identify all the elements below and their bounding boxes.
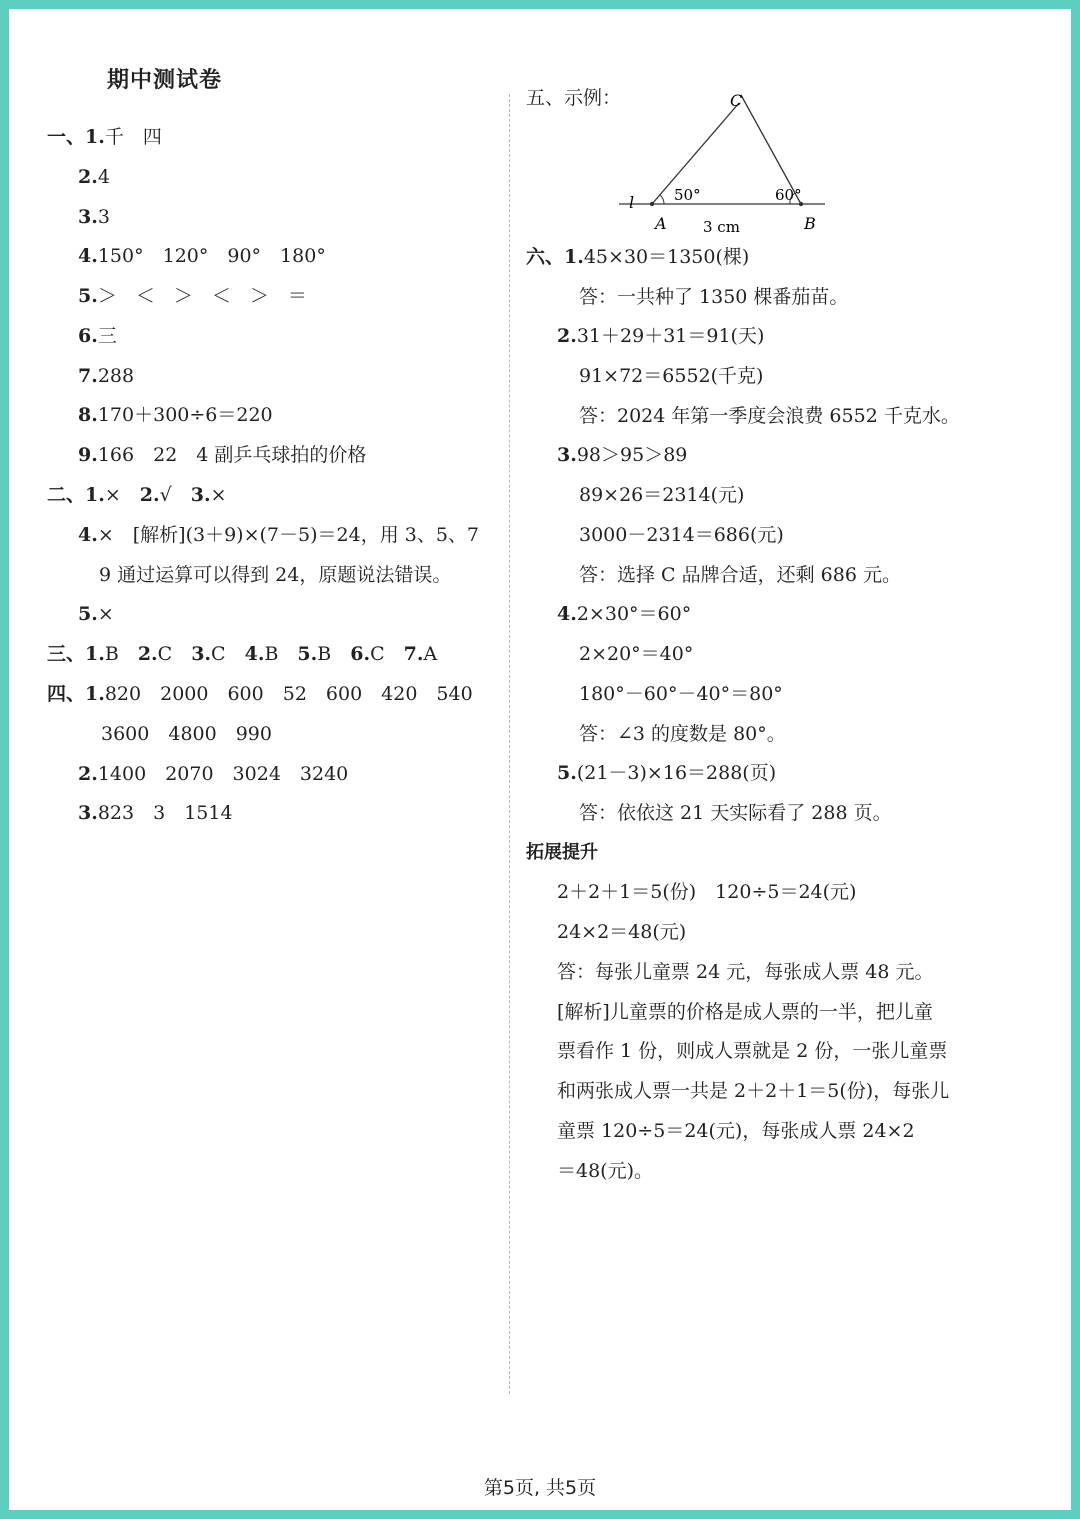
answer-line: 和两张成人票一共是 2＋2＋1＝5(份)，每张儿 [557,1080,950,1102]
angle-a-label: 50° [674,186,701,204]
answer-line: 答：一共种了 1350 棵番茄苗。 [579,286,849,308]
answer-line: 2＋2＋1＝5(份) 120÷5＝24(元) [557,881,857,903]
side-ab-label: 3 cm [703,218,740,236]
answer-line: 5.＞ ＜ ＞ ＜ ＞ ＝ [78,285,307,307]
answer-line: 9.166 22 4 副乒乓球拍的价格 [78,444,367,466]
answer-line: 二、1.× 2.√ 3.× [47,484,227,506]
answer-line: 2.4 [78,166,110,188]
answer-line: 2×20°＝40° [579,643,694,665]
answer-line: 3.98＞95＞89 [557,444,688,466]
answer-line: 180°－60°－40°＝80° [579,683,783,705]
angle-a-arc [660,195,664,204]
answer-line: 2.31＋29＋31＝91(天) [557,325,765,347]
answer-line: 8.170＋300÷6＝220 [78,404,273,426]
answer-line: 五、示例： [526,87,622,109]
vertex-c-label: C [730,91,743,110]
answer-line: 4.150° 120° 90° 180° [78,245,326,267]
section-heading: 拓展提升 [526,842,598,863]
answer-line: [解析]儿童票的价格是成人票的一半，把儿童 [557,1001,933,1023]
answer-line: 票看作 1 份，则成人票就是 2 份，一张儿童票 [557,1040,948,1062]
column-divider [509,94,510,1394]
answer-page [9,9,1071,1510]
answer-line: 三、1.B 2.C 3.C 4.B 5.B 6.C 7.A [47,643,438,665]
answer-line: 7.288 [78,365,135,387]
answer-line: 3000－2314＝686(元) [579,524,784,546]
answer-line: 答：2024 年第一季度会浪费 6552 千克水。 [579,405,960,427]
answer-line: 24×2＝48(元) [557,921,687,943]
answer-line: 4.2×30°＝60° [557,603,692,625]
vertex-a-label: A [655,214,667,233]
answer-line: 5.× [78,603,114,625]
triangle-diagram [609,89,839,239]
answer-line: 6.三 [78,325,117,347]
answer-line: 四、1.820 2000 600 52 600 420 540 [47,683,473,705]
line-l-label: l [629,193,635,212]
answer-line: 3.3 [78,206,110,228]
answer-line: 答：每张儿童票 24 元，每张成人票 48 元。 [557,961,934,983]
point-a [650,202,654,206]
answer-line: 一、1.千 四 [47,126,162,148]
vertex-b-label: B [804,214,816,233]
answer-line: 9 通过运算可以得到 24，原题说法错误。 [99,564,452,586]
answer-line: 89×26＝2314(元) [579,484,745,506]
angle-b-label: 60° [775,186,802,204]
answer-line: ＝48(元)。 [557,1160,654,1182]
answer-line: 答：∠3 的度数是 80°。 [579,723,786,745]
answer-line: 3600 4800 990 [101,723,272,745]
page-title: 期中测试卷 [107,68,223,93]
answer-line: 5.(21－3)×16＝288(页) [557,762,777,784]
answer-line: 91×72＝6552(千克) [579,365,764,387]
answer-line: 答：依依这 21 天实际看了 288 页。 [579,802,892,824]
answer-line: 2.1400 2070 3024 3240 [78,763,349,785]
page-footer: 第5页, 共5页 [483,1477,597,1499]
answer-line: 答：选择 C 品牌合适，还剩 686 元。 [579,564,901,586]
answer-line: 4.× [解析](3＋9)×(7－5)＝24，用 3、5、7 [78,524,479,546]
answer-line: 六、1.45×30＝1350(棵) [526,246,750,268]
answer-line: 童票 120÷5＝24(元)，每张成人票 24×2 [557,1120,915,1142]
answer-line: 3.823 3 1514 [78,802,233,824]
